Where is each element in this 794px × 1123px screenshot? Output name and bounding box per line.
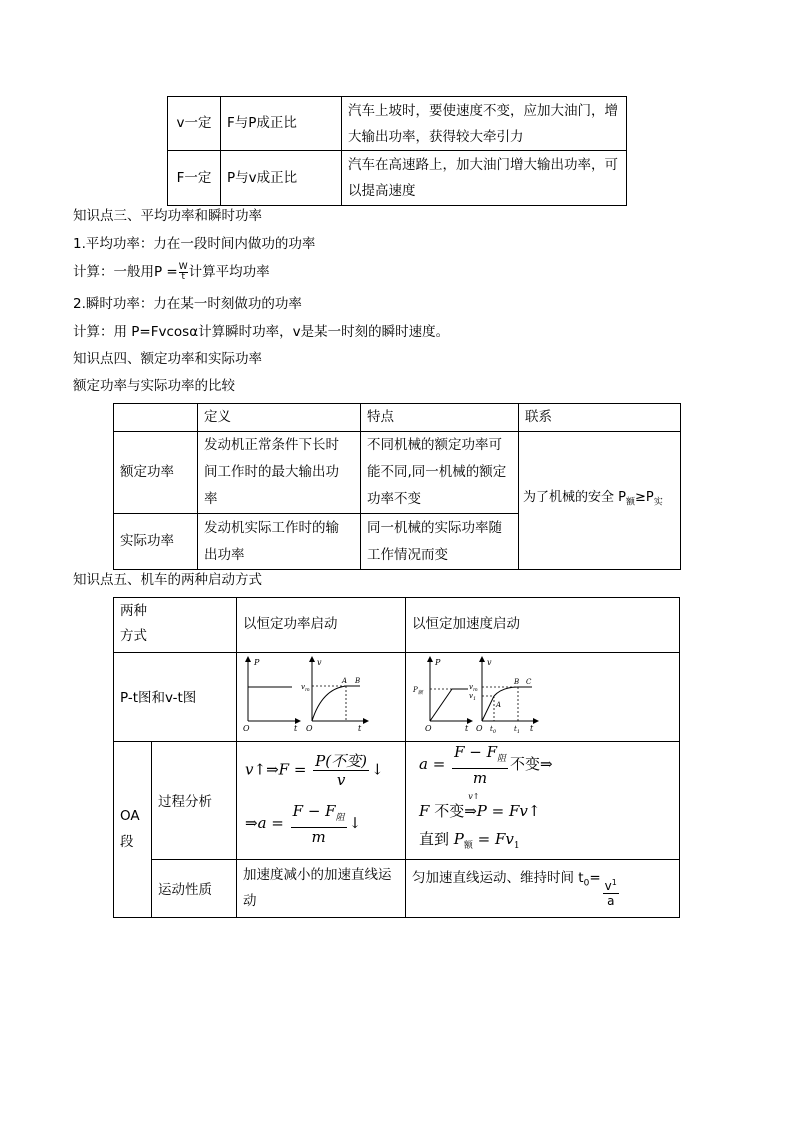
cell-line: OA xyxy=(120,808,140,824)
section4-subtitle: 额定功率与实际功率的比较 xyxy=(73,378,235,394)
point-a-label: A xyxy=(342,677,348,685)
constant-power-graph xyxy=(240,655,370,737)
frac-den: t xyxy=(181,271,185,282)
t-label: t xyxy=(294,724,298,733)
example-cell xyxy=(342,97,627,151)
v1-label: $v_1$ xyxy=(469,692,477,702)
cond-cell xyxy=(168,151,221,206)
t-label: t xyxy=(465,724,469,733)
implies: ⇒ xyxy=(245,814,258,832)
vm-label: $v_m$ xyxy=(301,683,310,693)
frac-den: v xyxy=(336,771,346,789)
avg-power-calc xyxy=(73,262,270,282)
num-text: F − F xyxy=(454,743,497,761)
frac-num: P(不变) xyxy=(315,752,367,770)
constant-accel-graph xyxy=(410,655,540,737)
col-divider xyxy=(151,741,152,918)
accel-fraction xyxy=(291,802,347,846)
process-analysis-label: 过程分析 xyxy=(158,794,212,810)
down-arrow: ↓ xyxy=(348,814,362,832)
formula-text: 不变 xyxy=(429,802,465,820)
t-label: t xyxy=(358,724,362,733)
avg-calc-pre: 计算：一般用P = xyxy=(73,264,178,280)
constant-accel-formula-1 xyxy=(419,743,553,787)
implies: ⇒ xyxy=(266,760,279,779)
inst-power-calc: 计算：用 P=Fvcosα计算瞬时功率，v是某一时刻的瞬时速度。 xyxy=(73,324,450,340)
row-name: 额定功率 xyxy=(120,464,174,480)
header-constant-accel: 以恒定加速度启动 xyxy=(412,616,520,632)
equals: = xyxy=(589,870,601,886)
actual-def xyxy=(198,514,361,570)
cell-line: 间工作时的最大输出功 xyxy=(204,464,339,480)
graph-row-label: P-t图和v-t图 xyxy=(120,690,197,706)
formula-post: 不变⇒ xyxy=(510,755,553,773)
prated-label: $P_额$ xyxy=(413,686,423,696)
implies-with-note xyxy=(464,792,480,820)
point-a-label: A xyxy=(496,701,502,709)
header-method-label xyxy=(120,599,147,649)
frac-den: m xyxy=(311,828,326,846)
time-fraction xyxy=(603,876,619,908)
formula-text: 直到 xyxy=(419,830,454,848)
rated-feature xyxy=(361,432,519,514)
num-sup: 1 xyxy=(611,878,617,887)
cell-line: 段 xyxy=(120,834,134,850)
relation-pre: 为了机械的安全 P xyxy=(523,490,626,506)
constant-power-motion xyxy=(243,862,392,914)
math-v: v xyxy=(245,760,254,779)
t1-label: $t_1$ xyxy=(514,725,521,735)
header-constant-power: 以恒定功率启动 xyxy=(243,616,338,632)
row-divider xyxy=(113,741,680,742)
num-sub: 阻 xyxy=(496,754,506,764)
implies: ⇒ xyxy=(464,802,477,820)
example-line: 汽车上坡时，要使速度不变，应加大油门，增 xyxy=(348,102,618,119)
relation-sub: 实 xyxy=(653,497,663,508)
accel-fraction xyxy=(452,743,508,787)
formula-eq: = Fv xyxy=(472,830,514,848)
constant-power-formula-2 xyxy=(245,802,361,846)
origin-label: O xyxy=(476,724,483,733)
frac-den: m xyxy=(472,769,488,787)
p-axis-label: P xyxy=(435,658,441,667)
relation-sub: 额 xyxy=(625,497,635,508)
frac-den: a xyxy=(607,894,615,908)
equals: = xyxy=(289,760,312,779)
constant-accel-formula-3 xyxy=(419,828,520,851)
example-cell xyxy=(342,151,627,206)
t0-label: $t_0$ xyxy=(490,725,497,735)
origin-label: O xyxy=(425,724,432,733)
t-label: t xyxy=(530,724,534,733)
cell-line: 不同机械的额定功率可 xyxy=(367,437,502,453)
v-axis-label: v xyxy=(487,658,492,667)
header-feature xyxy=(361,404,519,432)
vm-label: $v_m$ xyxy=(469,683,478,693)
cell-line: 发动机正常条件下长时 xyxy=(204,437,339,453)
math-sub: 1 xyxy=(513,841,520,851)
velocity-curve xyxy=(312,686,346,721)
power-ramp xyxy=(430,689,452,721)
row-name: 实际功率 xyxy=(120,533,174,549)
over-note: v↑ xyxy=(468,792,480,801)
actual-feature xyxy=(361,514,519,570)
point-b-label: B xyxy=(514,678,520,686)
relation-text: P与v成正比 xyxy=(227,169,298,186)
inst-power-definition: 2.瞬时功率：力在某一时刻做功的功率 xyxy=(73,296,302,312)
up-arrow: ↑ xyxy=(527,802,541,820)
num-sub: 阻 xyxy=(335,813,345,823)
v-axis-label: v xyxy=(317,658,322,667)
cell-line: 动 xyxy=(243,893,257,909)
cell-line: 出功率 xyxy=(204,546,245,563)
frac-num: W xyxy=(178,261,188,272)
point-b-label: B xyxy=(355,677,361,685)
row-divider xyxy=(113,652,680,653)
section4-title: 知识点四、额定功率和实际功率 xyxy=(73,351,262,367)
num-text: v xyxy=(604,879,612,893)
frac-num xyxy=(603,876,619,894)
power-relation-table xyxy=(167,96,627,206)
rated-def xyxy=(198,432,361,514)
math-P: P xyxy=(453,830,464,848)
cell-line: 工作情况而变 xyxy=(367,546,448,563)
cond-text: F一定 xyxy=(176,169,212,186)
cell-line: 发动机实际工作时的输 xyxy=(204,519,339,536)
constant-accel-formula-2 xyxy=(419,792,541,821)
rated-name xyxy=(114,432,198,514)
col-divider xyxy=(236,597,237,918)
header-def xyxy=(198,404,361,432)
math-a: a xyxy=(419,755,428,773)
constant-power-formula-1 xyxy=(245,752,384,789)
avg-power-fraction xyxy=(179,263,188,282)
cell-line: 能不同,同一机械的额定 xyxy=(367,464,507,480)
constant-accel-motion xyxy=(412,866,621,908)
example-line: 大输出功率，获得较大牵引力 xyxy=(348,128,524,145)
relation-text: F与P成正比 xyxy=(227,115,297,131)
cell-line: 两种 xyxy=(120,603,147,619)
header-empty xyxy=(114,404,198,432)
math-sub: 额 xyxy=(463,841,473,851)
header-text: 特点 xyxy=(367,409,394,425)
oa-segment-label xyxy=(120,803,140,855)
col-divider xyxy=(405,597,406,918)
section5-title: 知识点五、机车的两种启动方式 xyxy=(73,572,262,588)
avg-power-definition: 1.平均功率：力在一段时间内做功的功率 xyxy=(73,236,316,252)
frac-num xyxy=(291,802,347,828)
relation-cell xyxy=(221,97,342,151)
frac-num xyxy=(452,743,508,769)
header-text: 联系 xyxy=(525,409,552,425)
row-divider xyxy=(151,859,680,860)
cond-cell xyxy=(168,97,221,151)
origin-label: O xyxy=(306,724,313,733)
p-axis-label: P xyxy=(254,658,260,667)
avg-calc-post: 计算平均功率 xyxy=(188,264,270,280)
rated-actual-table xyxy=(113,403,681,570)
cell-line: 率 xyxy=(204,491,218,507)
motion-nature-label: 运动性质 xyxy=(158,882,212,898)
velocity-curve xyxy=(494,687,518,696)
equals: = xyxy=(427,755,451,773)
cell-line: 方式 xyxy=(120,628,147,644)
cell-line: 加速度减小的加速直线运 xyxy=(243,867,392,883)
equals: = xyxy=(266,814,289,832)
example-line: 汽车在高速路上，加大油门增大输出功率，可 xyxy=(348,157,618,173)
power-fraction xyxy=(313,752,369,789)
header-text: 定义 xyxy=(204,409,231,425)
velocity-ramp xyxy=(482,696,494,721)
actual-name xyxy=(114,514,198,570)
cond-text: v一定 xyxy=(176,115,212,131)
t-sub: 0 xyxy=(583,878,590,889)
relation-mid: ≥P xyxy=(635,490,654,506)
num-text: F − F xyxy=(292,802,336,820)
motion-text: 匀加速直线运动、维持时间 t xyxy=(412,870,584,886)
header-relation xyxy=(519,404,681,432)
relation-cell xyxy=(221,151,342,206)
cell-line: 功率不变 xyxy=(367,491,421,507)
section3-title: 知识点三、平均功率和瞬时功率 xyxy=(73,208,262,224)
relation-cell xyxy=(519,432,681,570)
up-arrow: ↑ xyxy=(253,760,267,779)
down-arrow: ↓ xyxy=(370,760,384,779)
math-F: F xyxy=(419,802,430,820)
math-a: a xyxy=(257,814,267,832)
cell-line: 同一机械的实际功率随 xyxy=(367,519,502,536)
math-F: F xyxy=(278,760,290,779)
formula-eq: P = Fv xyxy=(476,802,528,820)
example-line: 以提高速度 xyxy=(348,183,416,199)
point-c-label: C xyxy=(526,678,532,686)
origin-label: O xyxy=(243,724,250,733)
